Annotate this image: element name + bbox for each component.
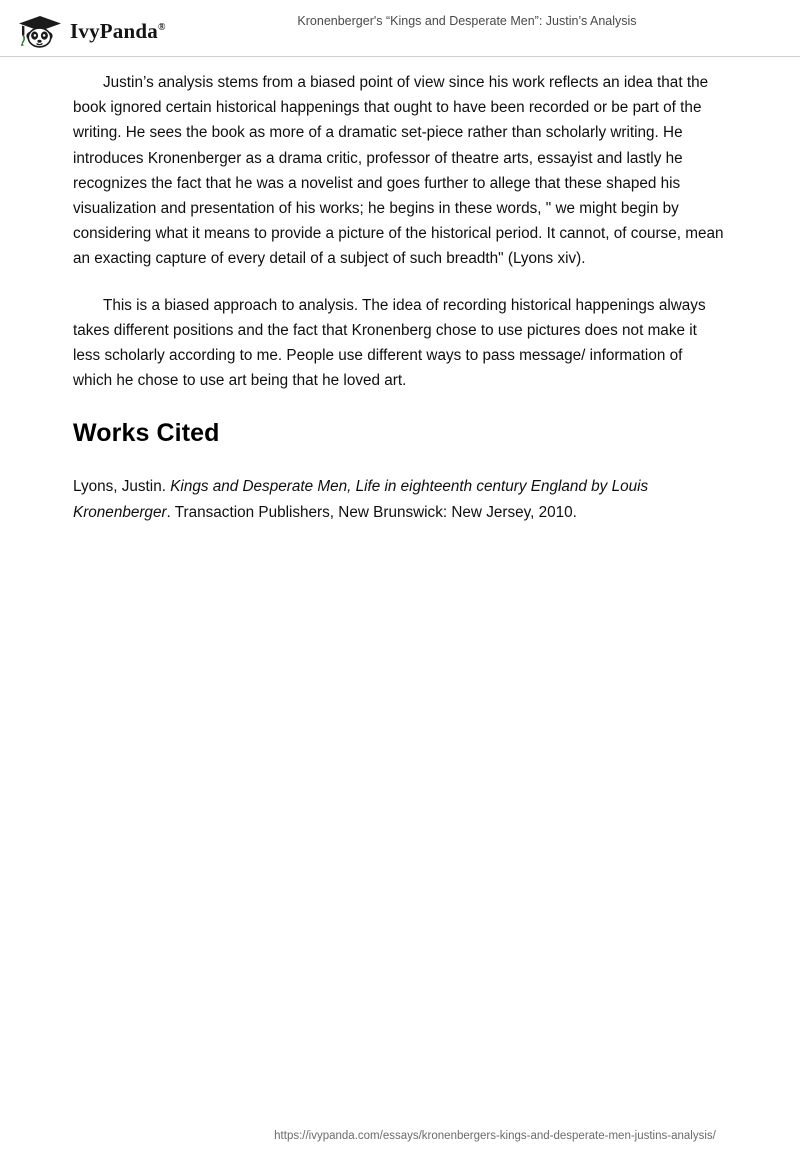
source-url-link[interactable]: https://ivypanda.com/essays/kronenbergers-kings-and-desperate-men-justins-analysis/ xyxy=(274,1130,716,1142)
registered-mark: ® xyxy=(157,21,166,33)
citation-publisher: . Transaction Publishers, New Brunswick: New Jersey, 2010. xyxy=(166,503,577,521)
page-footer xyxy=(0,1130,800,1142)
works-cited-heading: Works Cited xyxy=(73,419,220,448)
paragraph xyxy=(73,293,725,394)
document-body xyxy=(73,70,725,525)
paragraph xyxy=(73,70,725,272)
paragraph-text: This is a biased approach to analysis. The idea of recording historical happenings always takes different positions and the fact that Kronenberg chose to use pictures does not make it less scholarly according to me. People use different ways to pass message/ information of which he chose to use art being that he loved art. xyxy=(73,296,706,390)
citation-title: Kings and Desperate Men, Life in eighteenth century England by Louis Kronenberger xyxy=(73,478,649,521)
page-title xyxy=(0,14,800,28)
brand-name-text: IvyPanda xyxy=(70,18,158,43)
citation-entry xyxy=(73,474,725,524)
page-title-text: Kronenberger's “Kings and Desperate Men”: Justin’s Analysis xyxy=(297,14,637,28)
page-header xyxy=(0,0,800,57)
citation-author: Lyons, Justin. xyxy=(73,478,171,496)
paragraph-text: Justin’s analysis stems from a biased point of view since his work reflects an idea that the book ignored certain historical happenings that ought to have been recorded or be part of the writing. He sees the book as more of a dramatic set-piece rather than scholarly writing. He introduces Kronenberger as a drama critic, professor of theatre arts, essayist and lastly he recognizes the fact that he was a novelist and goes further to allege that these shaped his visualization and presentation of his works; he begins in these words, " we might begin by considering what it means to provide a picture of the historical period. It cannot, of course, mean an exacting capture of every detail of a subject of such breadth" (Lyons xiv). xyxy=(73,74,724,268)
